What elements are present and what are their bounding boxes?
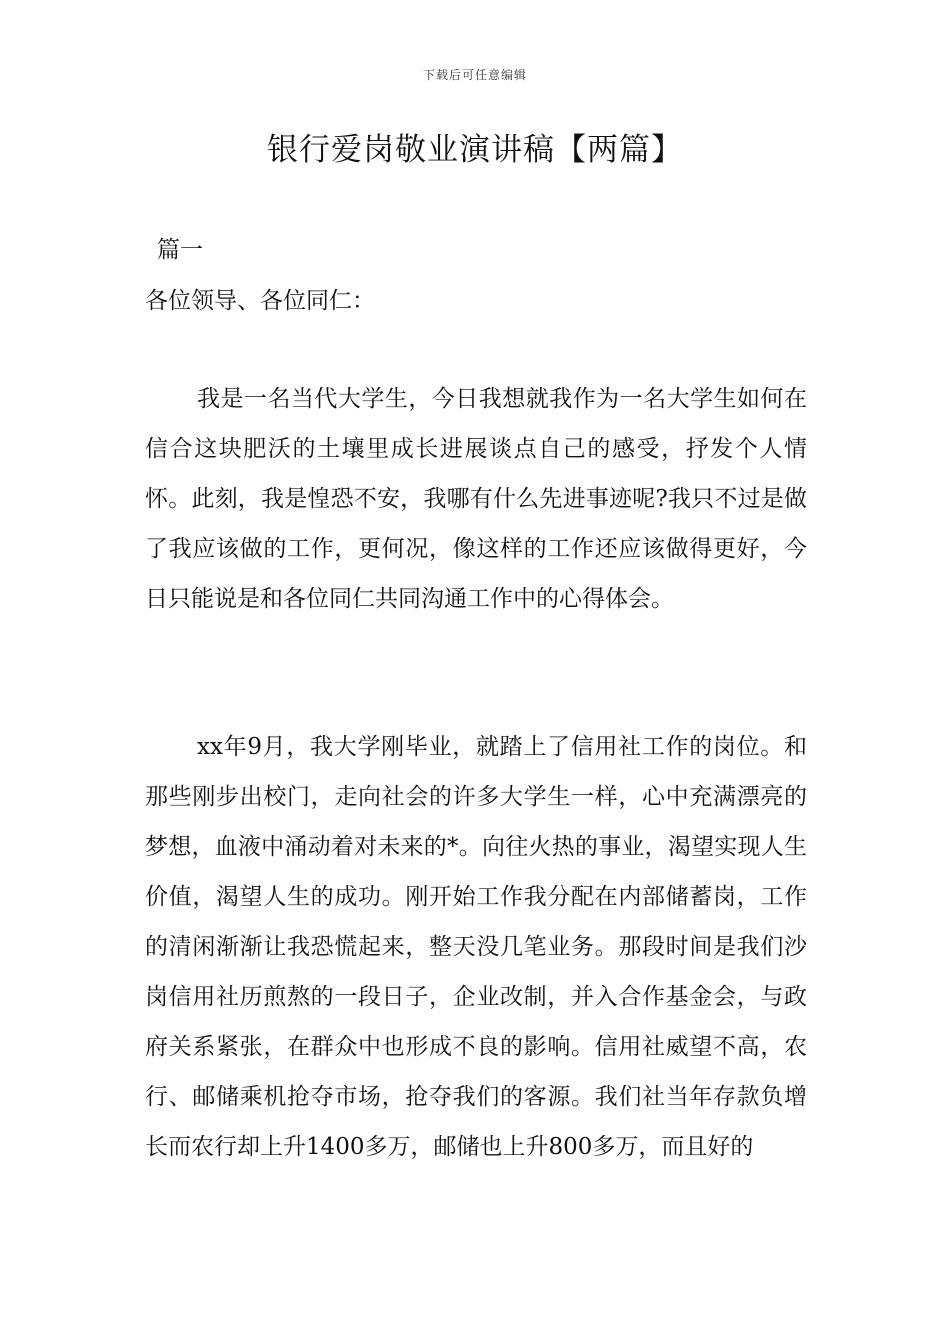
document-title: 银行爱岗敬业演讲稿【两篇】: [267, 132, 683, 168]
header-note: 下载后可任意编辑: [422, 68, 527, 82]
paragraph-1: 我是一名当代大学生，今日我想就我作为一名大学生如何在信合这块肥沃的土壤里成长进展谈点自己的感受，抒发个人情怀。此刻，我是惶恐不安，我哪有什么先进事迹呢?我只不过是做了我应该做的工作，更何况，像这样的工作还应该做得更好，今日只能说是和各位同仁共同沟通工作中的心得体会。: [145, 386, 807, 612]
salutation: 各位领导、各位同仁：: [145, 288, 375, 314]
section-label: 篇一: [157, 237, 203, 263]
paragraph-2: xx年9月，我大学刚毕业，就踏上了信用社工作的岗位。和那些刚步出校门，走向社会的许多大学生一样，心中充满漂亮的梦想，血液中涌动着对未来的*。向往火热的事业，渴望实现人生价值，渴望人生的成功。刚开始工作我分配在内部储蓄岗，工作的清闲渐渐让我恐慌起来，整天没几笔业务。那段时间是我们沙岗信用社历煎熬的一段日子，企业改制，并入合作基金会，与政府关系紧张，在群众中也形成不良的影响。信用社威望不高，农行、邮储乘机抢夺市场，抢夺我们的客源。我们社当年存款负增长而农行却上升1400多万，邮储也上升800多万，而且好的: [145, 734, 807, 1160]
